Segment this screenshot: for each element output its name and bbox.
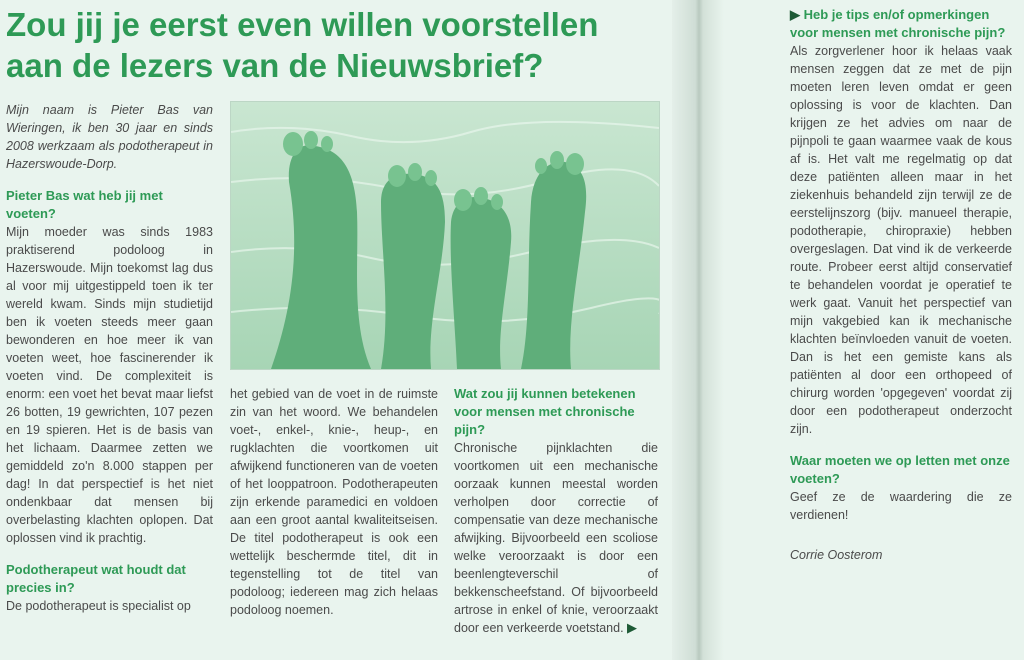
answer-text: De podotherapeut is specialist op: [6, 599, 191, 613]
bullet-arrow-icon: ▶: [790, 7, 800, 22]
question-heading: Waar moeten we op letten met onze voeten?: [790, 453, 1010, 486]
author-signature: Corrie Oosterom: [790, 548, 883, 562]
question-heading: Pieter Bas wat heb jij met voeten?: [6, 188, 163, 221]
article-title: Zou jij je eerst even willen voorstellen aan de lezers van de Nieuwsbrief?: [6, 6, 599, 84]
question-heading: [790, 6, 1012, 42]
column-2: [230, 385, 438, 619]
continue-arrow-icon: ▶: [627, 620, 638, 635]
photo-illustration: [231, 102, 659, 369]
column-3: [454, 385, 658, 637]
question-heading: Wat zou jij kunnen betekenen voor mensen met chronische pijn?: [454, 386, 636, 437]
column-4: [790, 6, 1012, 564]
answer-text: [454, 439, 658, 637]
answer-text: Geef ze de waardering die ze verdienen!: [790, 490, 1012, 522]
answer-text: Als zorgverlener hoor ik helaas vaak mensen zeggen dat ze met de pijn moeten leren leven omdat er geen oplossing is voor de klachten. Dan krijgen ze het advies om naar de pijnpoli te gaan waarmee vaak de kous af is. Het valt me regelmatig op dat deze patiënten alleen maar in het ziekenhuis behandeld zijn terwijl ze de eerstelijnszorg (bijv. manueel therapie, podotherapie, chiropraxie) hebben overgeslagen. Dat vind ik de verkeerde route. Probeer eerst altijd conservatief te behandelen voordat je operatief te werk gaat. Vanuit het perspectief van mijn vakgebied kan ik mechanische klachten beïnvloeden vanuit de voeten. Dan is het een gemiste kans als patiënten al door een orthopeed of chirurg worden 'opgegeven' voordat zij door een podotherapeut onderzocht zijn.: [790, 44, 1012, 436]
column-1: [6, 101, 213, 615]
answer-body: Chronische pijnklachten die voortkomen uit een mechanische oorzaak kunnen meestal worden verholpen door correctie of compensatie van deze mechanische afwijking. Bijvoorbeeld een scoliose welke veroorzaakt is door een beenlengteverschil of bekkenscheefstand. Of bijvoorbeeld artrose in enkel of knie, veroorzaakt door een verkeerde voetstand.: [454, 441, 658, 635]
intro-text: Mijn naam is Pieter Bas van Wieringen, ik ben 30 jaar en sinds 2008 werkzaam als podotherapeut in Hazerswoude-Dorp.: [6, 103, 213, 171]
question-text: Heb je tips en/of opmerkingen voor mensen met chronische pijn?: [790, 7, 1006, 40]
body-text: het gebied van de voet in de ruimste zin van het woord. We behandelen voet-, enkel-, knie-, heup-, en rugklachten die voortkomen uit afwijkend functioneren van de voeten of het looppatroon. Podotherapeuten zijn erkende paramedici en voldoen aan een groot aantal kwaliteitseisen. De titel podotherapeut is ook een wettelijk beschermde titel, dit in tegenstelling tot de titel van podoloog; iedereen mag zich helaas podoloog noemen.: [230, 387, 438, 617]
feet-in-water-photo: [230, 101, 660, 370]
answer-text: Mijn moeder was sinds 1983 praktiserend podoloog in Hazerswoude. Mijn toekomst lag dus al voor mij uitgestippeld toen ik ter wereld kwam. Sinds mijn studietijd ben ik voeten steeds meer gaan bewonderen en hoe meer ik van voeten weet, hoe fascinerender ik voeten vind. De complexiteit is enorm: een voet het bevat maar liefst 26 botten, 19 gewrichten, 107 pezen en 19 spieren. Het is de basis van het lichaam. Daarmee zetten we gemiddeld zo'n 8.000 stappen per dag! In dat perspectief is het niet ondenkbaar dat mensen bij overbelasting klachten oplopen. Dat oplossen vind ik prachtig.: [6, 225, 213, 545]
question-heading: Podotherapeut wat houdt dat precies in?: [6, 562, 186, 595]
page-gutter: [672, 0, 724, 660]
